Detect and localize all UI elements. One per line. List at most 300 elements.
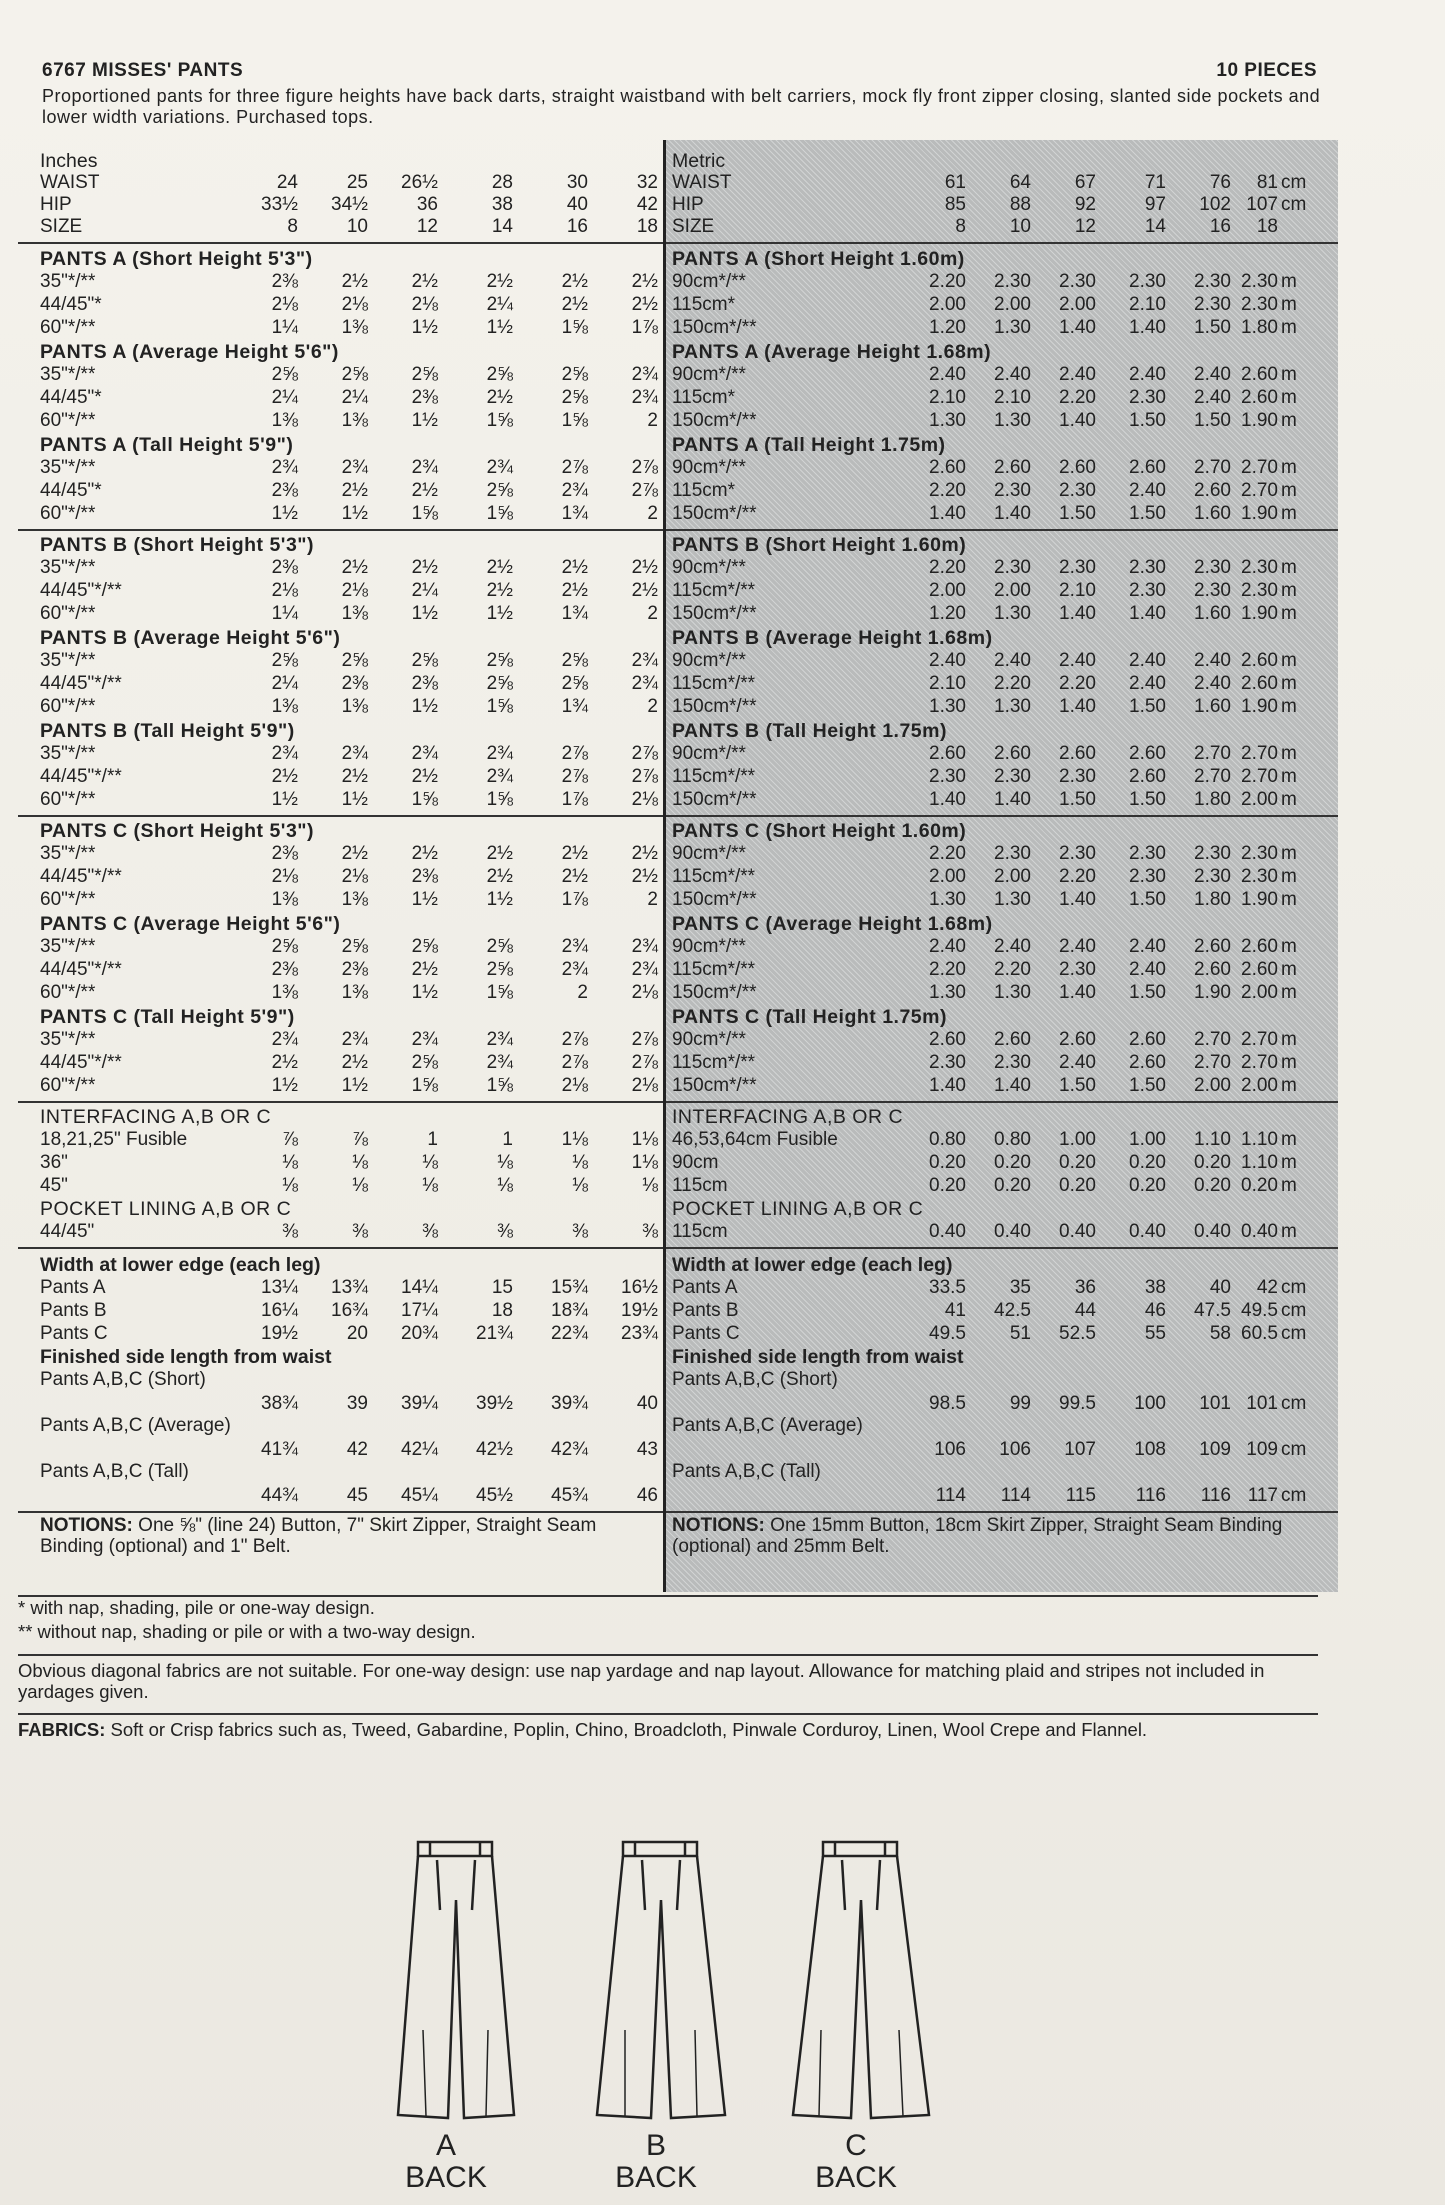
right-length-unit: cm	[1281, 1439, 1307, 1460]
right-yardage-value: 1.30	[994, 982, 1031, 1003]
right-interfacing-value: 0.20	[1241, 1175, 1278, 1196]
right-yardage-row	[666, 271, 1338, 293]
right-size-row-label: HIP	[672, 194, 704, 215]
left-notions-text: One ⅝" (line 24) Button, 7" Skirt Zipper, Straight Seam Binding (optional) and 1" Belt.	[40, 1515, 597, 1557]
left-interfacing-row	[18, 1129, 663, 1151]
right-yardage-unit: m	[1281, 457, 1297, 478]
right-yardage-value: 1.30	[994, 317, 1031, 338]
rule-before-fabrics	[18, 1713, 1318, 1715]
left-yardage-value: 2⅝	[271, 364, 298, 385]
right-yardage-value: 2.30	[1129, 580, 1166, 601]
left-yardage-value: 2½	[486, 557, 513, 578]
left-yardage-row	[18, 743, 663, 765]
left-width-value: 17¼	[401, 1300, 438, 1321]
left-interfacing-value: ⅞	[282, 1129, 298, 1150]
left-length-value: 45¾	[551, 1485, 588, 1506]
right-yardage-value: 2.60	[1241, 959, 1278, 980]
left-yardage-value: 1⅜	[271, 982, 298, 1003]
left-section-title: PANTS C (Tall Height 5'9")	[40, 1006, 295, 1028]
right-yardage-unit: m	[1281, 673, 1297, 694]
left-interfacing-value: ⅛	[572, 1175, 588, 1196]
right-yardage-unit: m	[1281, 271, 1297, 292]
left-size-row-label: SIZE	[40, 216, 83, 237]
left-section-title: PANTS B (Average Height 5'6")	[40, 627, 341, 649]
right-yardage-value: 2.40	[1129, 673, 1166, 694]
right-fabric-width: 90cm*/**	[672, 743, 746, 764]
left-yardage-value: 2⅛	[631, 789, 658, 810]
left-rule	[18, 1511, 663, 1513]
left-yardage-value: 2¾	[561, 959, 588, 980]
right-width-value: 41	[944, 1300, 966, 1321]
right-length-value: 98.5	[929, 1393, 966, 1414]
left-yardage-value: 2⅛	[271, 294, 298, 315]
left-yardage-value: 1⅝	[411, 1075, 438, 1096]
right-interfacing-title: INTERFACING A,B OR C	[672, 1106, 904, 1128]
left-size-value: 24	[276, 172, 298, 193]
left-section-title: PANTS B (Short Height 5'3")	[40, 534, 315, 556]
left-fabric-width: 35"*/**	[40, 1029, 96, 1050]
left-length-value: 39¾	[551, 1393, 588, 1414]
right-yardage-value: 2.20	[929, 271, 966, 292]
left-yardage-value: 2¾	[411, 743, 438, 764]
left-yardage-value: 2⅝	[411, 364, 438, 385]
left-yardage-value: 1¾	[561, 696, 588, 717]
right-rule	[666, 1101, 1338, 1103]
left-fabric-width: 60"*/**	[40, 696, 96, 717]
left-size-value: 16	[566, 216, 588, 237]
right-interfacing-row	[666, 1129, 1338, 1151]
right-yardage-value: 2.00	[994, 580, 1031, 601]
right-interfacing-unit: m	[1281, 1129, 1297, 1150]
left-yardage-row	[18, 982, 663, 1004]
fabrics-title: FABRICS:	[18, 1719, 106, 1740]
left-size-value: 28	[491, 172, 513, 193]
right-interfacing-label: 46,53,64cm Fusible	[672, 1129, 838, 1150]
right-fabric-width: 150cm*/**	[672, 789, 757, 810]
left-yardage-value: 2⅝	[411, 1052, 438, 1073]
right-yardage-value: 2.00	[929, 580, 966, 601]
left-yardage-value: 2½	[561, 271, 588, 292]
right-yardage-unit: m	[1281, 503, 1297, 524]
right-width-value: 42.5	[994, 1300, 1031, 1321]
left-yardage-row	[18, 650, 663, 672]
right-yardage-value: 2.40	[1194, 364, 1231, 385]
right-yardage-value: 2.40	[1194, 673, 1231, 694]
right-yardage-value: 1.90	[1241, 410, 1278, 431]
right-yardage-value: 2.40	[1129, 650, 1166, 671]
right-length-value: 101	[1199, 1393, 1231, 1414]
left-fabric-width: 44/45"*/**	[40, 673, 122, 694]
left-yardage-value: 1⅜	[271, 889, 298, 910]
right-yardage-value: 1.50	[1194, 410, 1231, 431]
right-fabric-width: 115cm*	[672, 480, 736, 501]
left-yardage-value: 1⅜	[341, 696, 368, 717]
right-yardage-value: 2.10	[994, 387, 1031, 408]
left-yardage-value: 2⅝	[486, 364, 513, 385]
left-size-value: 25	[346, 172, 368, 193]
left-yardage-row	[18, 271, 663, 293]
right-length-row	[666, 1485, 1338, 1507]
right-fabric-width: 90cm*/**	[672, 650, 746, 671]
left-yardage-value: 2⅝	[271, 936, 298, 957]
left-yardage-value: 1⅜	[341, 889, 368, 910]
left-yardage-value: 2½	[561, 843, 588, 864]
right-size-row	[666, 172, 1338, 194]
right-yardage-value: 2.30	[1059, 271, 1096, 292]
left-yardage-value: 2⅜	[271, 843, 298, 864]
left-yardage-value: 2½	[631, 843, 658, 864]
left-pocket-value: ⅜	[282, 1221, 298, 1242]
right-yardage-value: 2.30	[1059, 766, 1096, 787]
right-yardage-value: 1.60	[1194, 503, 1231, 524]
right-yardage-row	[666, 959, 1338, 981]
left-yardage-value: 2⅞	[631, 457, 658, 478]
left-yardage-value: 2⅞	[631, 480, 658, 501]
right-yardage-value: 2.30	[1241, 580, 1278, 601]
left-fabric-width: 44/45"*	[40, 387, 102, 408]
right-yardage-value: 2.60	[1194, 959, 1231, 980]
right-section-title: PANTS C (Average Height 1.68m)	[672, 913, 993, 935]
left-yardage-value: 1½	[411, 982, 438, 1003]
right-width-label: Pants B	[672, 1300, 739, 1321]
left-yardage-value: 2	[647, 603, 658, 624]
left-yardage-row	[18, 457, 663, 479]
right-yardage-unit: m	[1281, 1052, 1297, 1073]
left-yardage-value: 2½	[411, 480, 438, 501]
left-length-row	[18, 1439, 663, 1461]
left-yardage-row	[18, 843, 663, 865]
right-width-value: 55	[1144, 1323, 1166, 1344]
metric-column	[666, 140, 1338, 1592]
right-width-row	[666, 1323, 1338, 1345]
right-length-value: 114	[935, 1485, 966, 1506]
left-pocket-title: POCKET LINING A,B OR C	[40, 1198, 292, 1220]
right-yardage-unit: m	[1281, 889, 1297, 910]
right-yardage-row	[666, 1029, 1338, 1051]
left-yardage-value: 2⅜	[271, 271, 298, 292]
right-yardage-unit: m	[1281, 317, 1297, 338]
left-interfacing-title: INTERFACING A,B OR C	[40, 1106, 272, 1128]
right-interfacing-unit: m	[1281, 1152, 1297, 1173]
right-interfacing-label: 115cm	[672, 1175, 728, 1196]
left-yardage-value: 1⅝	[561, 410, 588, 431]
right-yardage-row	[666, 503, 1338, 525]
right-fabric-width: 90cm*/**	[672, 364, 746, 385]
left-interfacing-label: 45"	[40, 1175, 68, 1196]
left-yardage-value: 2¾	[486, 766, 513, 787]
right-yardage-value: 2.60	[1194, 480, 1231, 501]
left-yardage-value: 2	[647, 410, 658, 431]
left-interfacing-value: 1	[502, 1129, 513, 1150]
right-yardage-value: 1.50	[1059, 1075, 1096, 1096]
left-yardage-value: 2⅝	[486, 480, 513, 501]
right-yardage-value: 2.30	[1129, 843, 1166, 864]
left-interfacing-value: ⅛	[352, 1152, 368, 1173]
left-length-value: 40	[636, 1393, 658, 1414]
left-width-value: 21¾	[476, 1323, 513, 1344]
right-interfacing-value: 1.10	[1241, 1152, 1278, 1173]
right-length-label: Pants A,B,C (Tall)	[672, 1461, 821, 1482]
right-yardage-value: 1.40	[1129, 317, 1166, 338]
right-yardage-unit: m	[1281, 650, 1297, 671]
right-size-value: 14	[1144, 216, 1166, 237]
left-yardage-value: 2⅛	[341, 580, 368, 601]
right-size-row-label: WAIST	[672, 172, 732, 193]
left-yardage-value: 2⅛	[561, 1075, 588, 1096]
left-yardage-value: 1½	[411, 410, 438, 431]
left-size-value: 33½	[261, 194, 298, 215]
left-size-value: 8	[287, 216, 298, 237]
left-size-row	[18, 172, 663, 194]
left-width-value: 16½	[621, 1277, 658, 1298]
right-interfacing-value: 0.20	[1059, 1175, 1096, 1196]
right-yardage-unit: m	[1281, 743, 1297, 764]
right-yardage-value: 2.70	[1194, 1029, 1231, 1050]
right-yardage-value: 2.10	[929, 387, 966, 408]
right-yardage-value: 1.50	[1129, 410, 1166, 431]
left-size-value: 38	[491, 194, 513, 215]
right-yardage-value: 1.30	[929, 982, 966, 1003]
right-length-label: Pants A,B,C (Short)	[672, 1369, 838, 1390]
right-yardage-value: 1.30	[994, 410, 1031, 431]
right-yardage-value: 2.40	[1059, 936, 1096, 957]
left-yardage-value: 2⅞	[561, 457, 588, 478]
right-yardage-value: 1.50	[1129, 789, 1166, 810]
right-yardage-unit: m	[1281, 480, 1297, 501]
right-width-unit: cm	[1281, 1277, 1307, 1298]
left-yardage-value: 2	[647, 889, 658, 910]
left-yardage-value: 2½	[341, 1052, 368, 1073]
right-size-unit: cm	[1281, 172, 1307, 193]
right-yardage-value: 2.10	[929, 673, 966, 694]
right-yardage-value: 2.10	[1129, 294, 1166, 315]
left-length-value: 42¼	[401, 1439, 438, 1460]
left-width-label: Pants B	[40, 1300, 107, 1321]
left-width-value: 19½	[621, 1300, 658, 1321]
right-yardage-value: 2.40	[929, 936, 966, 957]
right-length-value: 109	[1199, 1439, 1231, 1460]
right-yardage-value: 1.30	[929, 410, 966, 431]
right-yardage-value: 2.30	[1059, 843, 1096, 864]
left-yardage-value: 2½	[631, 580, 658, 601]
left-interfacing-row	[18, 1152, 663, 1174]
right-yardage-value: 2.20	[1059, 387, 1096, 408]
right-interfacing-unit: m	[1281, 1175, 1297, 1196]
left-yardage-value: 2⅜	[271, 480, 298, 501]
left-length-label: Pants A,B,C (Average)	[40, 1415, 231, 1436]
right-yardage-value: 2.00	[929, 866, 966, 887]
right-yardage-value: 2.60	[929, 457, 966, 478]
right-length-value: 106	[999, 1439, 1031, 1460]
right-yardage-row	[666, 889, 1338, 911]
right-yardage-value: 1.80	[1194, 889, 1231, 910]
right-width-title: Width at lower edge (each leg)	[672, 1254, 953, 1276]
right-yardage-value: 1.40	[1059, 410, 1096, 431]
left-yardage-value: 2½	[341, 480, 368, 501]
left-width-value: 16¼	[261, 1300, 298, 1321]
right-length-unit: cm	[1281, 1485, 1307, 1506]
left-yardage-value: 2¾	[631, 959, 658, 980]
right-width-value: 49.5	[929, 1323, 966, 1344]
right-interfacing-value: 0.20	[1129, 1175, 1166, 1196]
pattern-description: Proportioned pants for three figure heights have back darts, straight waistband with belt carriers, mock fly front zipper closing, slanted side pockets and lower width variations. Purchased tops.	[42, 86, 1321, 127]
left-yardage-row	[18, 936, 663, 958]
left-yardage-value: 1⅝	[486, 503, 513, 524]
left-fabric-width: 44/45"*/**	[40, 866, 122, 887]
right-size-value: 97	[1144, 194, 1166, 215]
left-yardage-value: 1½	[486, 603, 513, 624]
left-yardage-row	[18, 557, 663, 579]
left-yardage-value: 2⅞	[561, 1052, 588, 1073]
left-yardage-value: 2¾	[271, 457, 298, 478]
left-yardage-value: 2½	[411, 271, 438, 292]
left-length-value: 44¾	[261, 1485, 298, 1506]
right-yardage-row	[666, 317, 1338, 339]
right-fabric-width: 150cm*/**	[672, 603, 757, 624]
left-notions-title: NOTIONS:	[40, 1515, 133, 1536]
right-width-value: 35	[1009, 1277, 1031, 1298]
left-yardage-value: 1½	[271, 789, 298, 810]
right-yardage-unit: m	[1281, 866, 1297, 887]
right-yardage-unit: m	[1281, 959, 1297, 980]
right-size-value: 10	[1009, 216, 1031, 237]
left-yardage-value: 2⅝	[561, 650, 588, 671]
left-length-value: 45¼	[401, 1485, 438, 1506]
right-yardage-value: 2.40	[1129, 364, 1166, 385]
right-width-value: 60.5	[1241, 1323, 1278, 1344]
left-fabric-width: 35"*/**	[40, 936, 96, 957]
left-yardage-value: 1⅞	[561, 789, 588, 810]
left-length-row	[18, 1485, 663, 1507]
right-yardage-row	[666, 294, 1338, 316]
right-yardage-value: 2.00	[1241, 789, 1278, 810]
right-yardage-unit: m	[1281, 580, 1297, 601]
left-yardage-value: 2⅛	[411, 294, 438, 315]
right-yardage-value: 2.60	[994, 743, 1031, 764]
left-yardage-row	[18, 789, 663, 811]
left-yardage-value: 2⅝	[411, 650, 438, 671]
right-length-value: 100	[1134, 1393, 1166, 1414]
left-yardage-value: 2⅜	[411, 673, 438, 694]
right-length-title: Finished side length from waist	[672, 1346, 964, 1368]
left-yardage-value: 2¼	[271, 673, 298, 694]
right-size-row	[666, 216, 1338, 238]
left-yardage-value: 2⅛	[631, 982, 658, 1003]
left-yardage-value: 1⅝	[486, 410, 513, 431]
right-yardage-value: 2.70	[1194, 1052, 1231, 1073]
left-yardage-value: 2¾	[631, 673, 658, 694]
left-interfacing-value: 1⅛	[561, 1129, 588, 1150]
left-yardage-row	[18, 503, 663, 525]
left-yardage-value: 2¾	[631, 650, 658, 671]
right-yardage-value: 1.20	[929, 317, 966, 338]
left-yardage-value: 1⅜	[341, 410, 368, 431]
left-yardage-value: 2½	[561, 866, 588, 887]
right-yardage-value: 1.80	[1194, 789, 1231, 810]
left-yardage-value: 1¾	[561, 603, 588, 624]
left-fabric-width: 60"*/**	[40, 317, 96, 338]
pants-c-back-drawing	[785, 1830, 935, 2130]
left-interfacing-value: 1⅛	[631, 1152, 658, 1173]
left-yardage-value: 2⅜	[341, 673, 368, 694]
right-yardage-value: 2.40	[929, 364, 966, 385]
left-yardage-value: 2½	[486, 843, 513, 864]
left-yardage-row	[18, 410, 663, 432]
left-yardage-value: 2¾	[411, 457, 438, 478]
left-yardage-value: 1½	[271, 1075, 298, 1096]
right-yardage-value: 1.90	[1194, 982, 1231, 1003]
left-width-value: 16¾	[331, 1300, 368, 1321]
left-notions	[40, 1515, 660, 1557]
right-yardage-unit: m	[1281, 766, 1297, 787]
left-yardage-value: 2¾	[631, 936, 658, 957]
right-yardage-value: 2.30	[929, 1052, 966, 1073]
left-pocket-row	[18, 1221, 663, 1243]
right-interfacing-value: 0.20	[1129, 1152, 1166, 1173]
left-yardage-value: 1¼	[271, 317, 298, 338]
left-yardage-row	[18, 1029, 663, 1051]
right-yardage-value: 2.60	[1129, 743, 1166, 764]
left-fabric-width: 35"*/**	[40, 743, 96, 764]
right-pocket-unit: m	[1281, 1221, 1297, 1242]
left-length-value: 45½	[476, 1485, 513, 1506]
left-pocket-value: ⅜	[352, 1221, 368, 1242]
right-yardage-value: 2.70	[1194, 457, 1231, 478]
left-size-value: 14	[491, 216, 513, 237]
left-yardage-value: 2½	[561, 557, 588, 578]
right-yardage-value: 2.60	[1129, 457, 1166, 478]
right-pocket-title: POCKET LINING A,B OR C	[672, 1198, 924, 1220]
left-yardage-value: 2⅝	[561, 387, 588, 408]
right-yardage-value: 2.40	[1194, 387, 1231, 408]
right-yardage-value: 2.30	[1241, 557, 1278, 578]
left-size-value: 30	[566, 172, 588, 193]
left-yardage-value: 2⅜	[411, 866, 438, 887]
left-yardage-value: 2½	[631, 294, 658, 315]
left-yardage-value: 2½	[486, 387, 513, 408]
left-yardage-row	[18, 387, 663, 409]
right-yardage-value: 2.30	[1194, 271, 1231, 292]
left-pocket-value: ⅜	[422, 1221, 438, 1242]
left-yardage-row	[18, 866, 663, 888]
left-yardage-row	[18, 889, 663, 911]
left-yardage-value: 2⅝	[561, 673, 588, 694]
left-rule	[18, 529, 663, 531]
right-width-value: 52.5	[1059, 1323, 1096, 1344]
right-fabric-width: 90cm*/**	[672, 557, 746, 578]
right-rule	[666, 529, 1338, 531]
right-pocket-value: 0.40	[1194, 1221, 1231, 1242]
right-yardage-value: 2.30	[1194, 843, 1231, 864]
right-yardage-unit: m	[1281, 789, 1297, 810]
right-yardage-value: 2.30	[1241, 843, 1278, 864]
right-interfacing-row	[666, 1152, 1338, 1174]
right-yardage-value: 1.30	[994, 696, 1031, 717]
left-length-value: 42½	[476, 1439, 513, 1460]
left-width-value: 13¾	[331, 1277, 368, 1298]
left-size-value: 10	[346, 216, 368, 237]
right-length-row	[666, 1439, 1338, 1461]
right-yardage-value: 1.40	[929, 789, 966, 810]
left-interfacing-row	[18, 1175, 663, 1197]
right-width-value: 40	[1209, 1277, 1231, 1298]
left-yardage-value: 2⅜	[271, 959, 298, 980]
right-yardage-value: 1.50	[1129, 1075, 1166, 1096]
right-yardage-value: 2.10	[1059, 580, 1096, 601]
right-width-value: 47.5	[1194, 1300, 1231, 1321]
left-yardage-value: 1¼	[271, 603, 298, 624]
left-yardage-value: 2¾	[341, 457, 368, 478]
